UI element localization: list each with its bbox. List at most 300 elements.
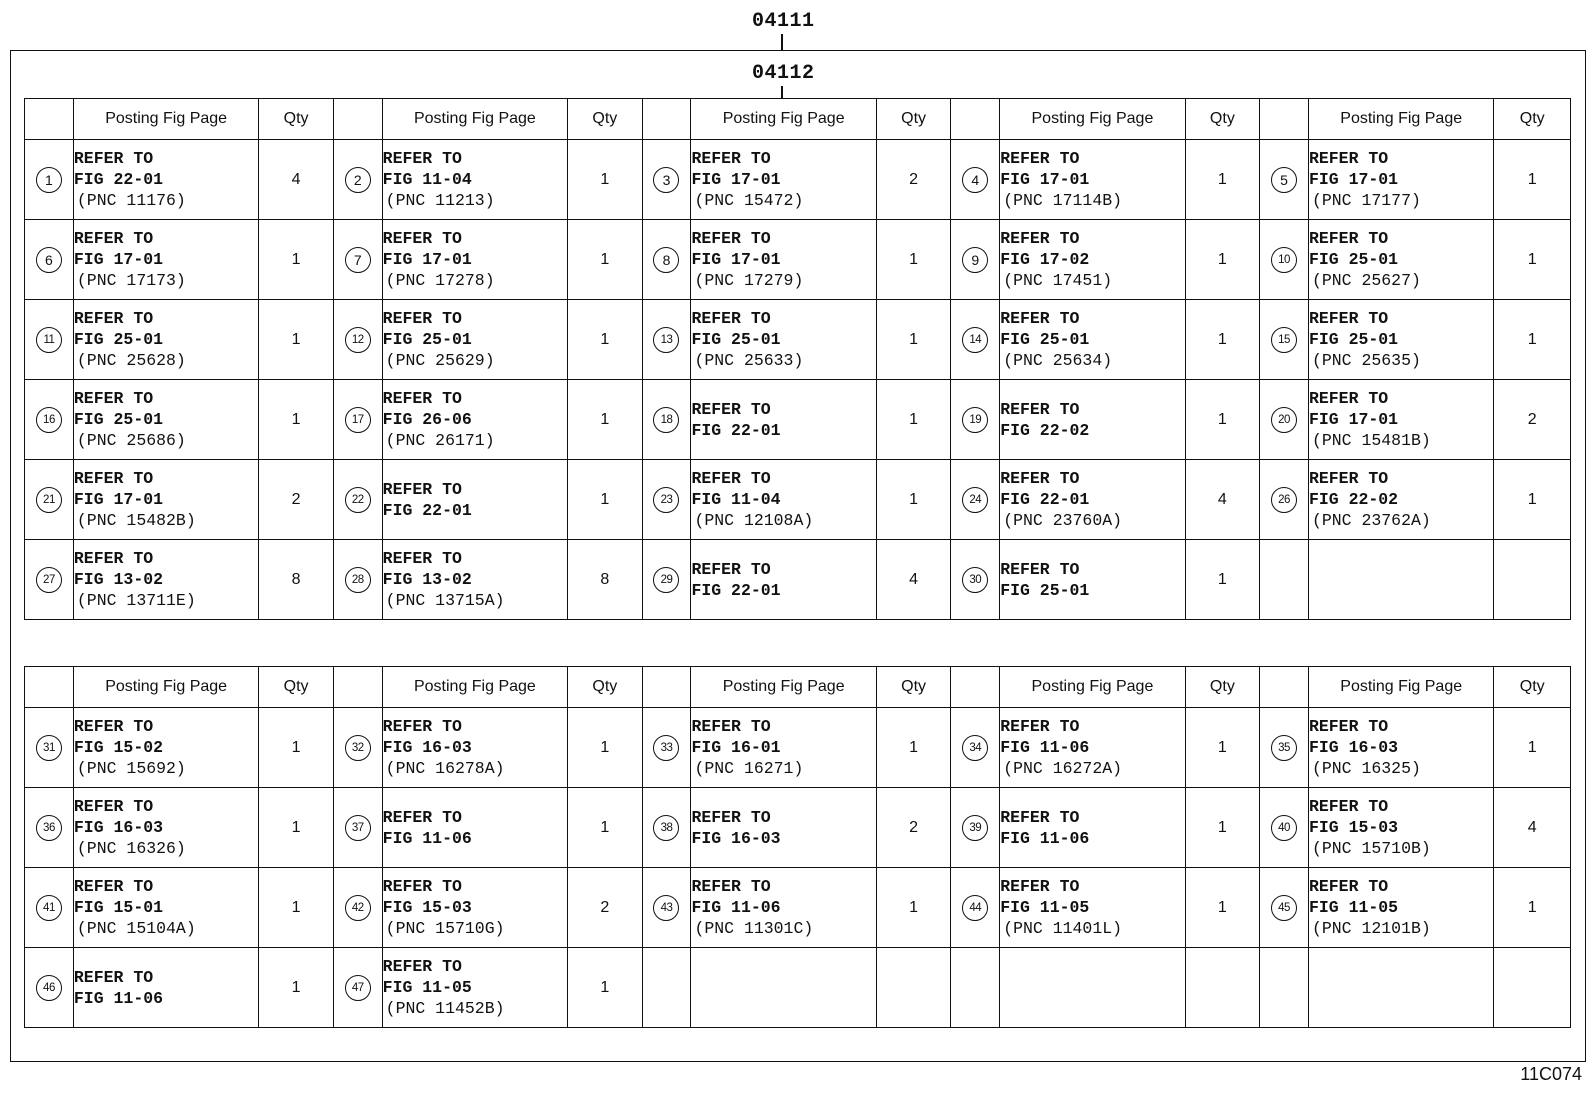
fig-reference: FIG 26-06	[382, 410, 472, 429]
qty-cell: 1	[1185, 868, 1259, 948]
item-number-cell	[333, 460, 382, 540]
header-no	[333, 667, 382, 708]
fig-reference: FIG 15-03	[1308, 818, 1399, 837]
circled-item-number: 44	[962, 895, 988, 921]
refer-to-text: REFER TO	[1000, 717, 1080, 736]
circled-item-number: 31	[36, 735, 62, 761]
circled-item-number: 46	[36, 975, 62, 1001]
qty-cell	[1494, 948, 1571, 1028]
qty-cell: 4	[1185, 460, 1259, 540]
pnc-number: (PNC 13715A)	[385, 591, 505, 610]
refer-to-text: REFER TO	[691, 399, 771, 419]
posting-fig-page-cell	[1000, 380, 1185, 460]
circled-item-number: 47	[345, 975, 371, 1001]
header-posting-fig-page: Posting Fig Page	[73, 99, 258, 140]
posting-fig-page-cell	[73, 868, 258, 948]
header-qty: Qty	[259, 99, 333, 140]
circled-item-number: 7	[345, 247, 371, 273]
fig-reference: FIG 11-05	[1308, 898, 1399, 917]
refer-to-text: REFER TO	[73, 469, 154, 488]
fig-reference: FIG 11-06	[691, 898, 781, 917]
fig-reference: FIG 25-01	[1308, 250, 1399, 269]
header-no	[25, 667, 74, 708]
circled-item-number: 19	[962, 407, 988, 433]
refer-to-text: REFER TO	[73, 229, 154, 248]
item-number-cell	[333, 948, 382, 1028]
item-number-cell	[951, 380, 1000, 460]
refer-to-text: REFER TO	[691, 807, 771, 827]
item-number-cell	[1260, 220, 1309, 300]
item-number-cell	[25, 708, 74, 788]
refer-to-text: REFER TO	[691, 229, 771, 248]
fig-reference: FIG 25-01	[1308, 330, 1399, 349]
item-number-cell	[951, 708, 1000, 788]
qty-cell: 1	[568, 140, 642, 220]
circled-item-number: 34	[962, 735, 988, 761]
posting-fig-page-cell	[1308, 708, 1493, 788]
item-number-cell	[25, 540, 74, 620]
qty-cell: 4	[876, 540, 950, 620]
header-no	[642, 667, 691, 708]
fig-reference: FIG 17-02	[1000, 250, 1090, 269]
fig-reference: FIG 25-01	[1000, 580, 1090, 600]
table-header-row	[25, 99, 1571, 140]
table-row	[25, 540, 1571, 620]
qty-cell: 1	[1494, 708, 1571, 788]
circled-item-number: 21	[36, 487, 62, 513]
refer-to-text: REFER TO	[382, 549, 462, 568]
header-posting-fig-page: Posting Fig Page	[1308, 667, 1493, 708]
refer-to-text: REFER TO	[382, 149, 462, 168]
header-posting-fig-page: Posting Fig Page	[382, 99, 567, 140]
qty-cell: 1	[1494, 300, 1571, 380]
circled-item-number: 30	[962, 567, 988, 593]
posting-fig-page-cell	[73, 948, 258, 1028]
fig-reference: FIG 17-01	[1000, 170, 1090, 189]
refer-to-text: REFER TO	[691, 717, 771, 736]
fig-reference: FIG 11-06	[73, 988, 164, 1008]
fig-reference: FIG 11-06	[1000, 828, 1090, 848]
qty-cell: 1	[1185, 788, 1259, 868]
item-number-cell	[25, 460, 74, 540]
fig-reference: FIG 25-01	[1000, 330, 1090, 349]
circled-item-number: 15	[1271, 327, 1297, 353]
posting-fig-page-cell	[73, 300, 258, 380]
item-number-cell	[951, 300, 1000, 380]
circled-item-number: 6	[36, 247, 62, 273]
refer-to-text: REFER TO	[73, 797, 154, 816]
refer-to-text: REFER TO	[382, 807, 462, 827]
pnc-number: (PNC 12108A)	[694, 511, 814, 530]
item-number-cell	[333, 220, 382, 300]
qty-cell: 1	[259, 708, 333, 788]
circled-item-number: 5	[1271, 167, 1297, 193]
header-qty: Qty	[568, 99, 642, 140]
circled-item-number: 20	[1271, 407, 1297, 433]
item-number-cell	[642, 220, 691, 300]
posting-fig-page-cell	[382, 788, 567, 868]
circled-item-number: 39	[962, 815, 988, 841]
header-posting-fig-page: Posting Fig Page	[691, 667, 876, 708]
refer-to-text: REFER TO	[1308, 469, 1389, 488]
refer-to-text: REFER TO	[382, 717, 462, 736]
qty-cell: 1	[876, 868, 950, 948]
fig-reference: FIG 13-02	[73, 570, 164, 589]
refer-to-text: REFER TO	[1000, 469, 1080, 488]
posting-fig-page-cell	[73, 460, 258, 540]
posting-fig-page-cell	[1308, 868, 1493, 948]
item-number-cell	[951, 788, 1000, 868]
fig-reference: FIG 16-03	[382, 738, 472, 757]
circled-item-number: 29	[653, 567, 679, 593]
pnc-number: (PNC 25635)	[1311, 351, 1421, 370]
qty-cell: 2	[259, 460, 333, 540]
item-number-cell	[642, 460, 691, 540]
fig-reference: FIG 22-01	[691, 580, 781, 600]
circled-item-number: 27	[36, 567, 62, 593]
fig-reference: FIG 11-06	[1000, 738, 1090, 757]
item-number-cell	[951, 460, 1000, 540]
refer-to-text: REFER TO	[382, 229, 462, 248]
qty-cell: 1	[568, 948, 642, 1028]
item-number-cell	[25, 140, 74, 220]
qty-cell: 1	[259, 788, 333, 868]
qty-cell: 8	[259, 540, 333, 620]
table-row	[25, 140, 1571, 220]
qty-cell: 1	[1494, 868, 1571, 948]
fig-reference: FIG 16-01	[691, 738, 781, 757]
posting-fig-page-cell	[1308, 788, 1493, 868]
pnc-number: (PNC 12101B)	[1311, 919, 1431, 938]
fig-reference: FIG 22-02	[1308, 490, 1399, 509]
posting-fig-page-cell	[73, 380, 258, 460]
fig-reference: FIG 16-03	[73, 818, 164, 837]
item-number-cell	[25, 788, 74, 868]
refer-to-text: REFER TO	[691, 149, 771, 168]
fig-reference: FIG 15-03	[382, 898, 472, 917]
pnc-number: (PNC 11301C)	[694, 919, 814, 938]
circled-item-number: 28	[345, 567, 371, 593]
fig-reference: FIG 11-06	[382, 828, 472, 848]
item-number-cell	[951, 140, 1000, 220]
assembly-code-04112: 04112	[752, 62, 815, 85]
posting-fig-page-cell	[691, 140, 876, 220]
item-number-cell	[642, 788, 691, 868]
circled-item-number: 26	[1271, 487, 1297, 513]
fig-reference: FIG 11-04	[691, 490, 781, 509]
pnc-number: (PNC 25633)	[694, 351, 804, 370]
item-number-cell	[25, 380, 74, 460]
circled-item-number: 23	[653, 487, 679, 513]
refer-to-text: REFER TO	[382, 389, 462, 408]
header-qty: Qty	[1494, 99, 1571, 140]
qty-cell: 1	[876, 708, 950, 788]
qty-cell: 1	[1494, 140, 1571, 220]
posting-fig-page-cell	[73, 708, 258, 788]
circled-item-number: 17	[345, 407, 371, 433]
qty-cell: 1	[568, 300, 642, 380]
item-number-cell	[642, 948, 691, 1028]
circled-item-number: 36	[36, 815, 62, 841]
pnc-number: (PNC 11452B)	[385, 999, 505, 1018]
item-number-cell	[333, 868, 382, 948]
fig-reference: FIG 17-01	[691, 170, 781, 189]
table-row	[25, 948, 1571, 1028]
posting-fig-page-cell	[1000, 868, 1185, 948]
qty-cell: 1	[259, 948, 333, 1028]
pnc-number: (PNC 16278A)	[385, 759, 505, 778]
qty-cell: 2	[568, 868, 642, 948]
fig-reference: FIG 13-02	[382, 570, 472, 589]
item-number-cell	[951, 868, 1000, 948]
refer-to-text: REFER TO	[73, 967, 154, 987]
item-number-cell	[642, 868, 691, 948]
posting-fig-page-cell	[691, 380, 876, 460]
circled-item-number: 10	[1271, 247, 1297, 273]
table-row	[25, 220, 1571, 300]
table-row	[25, 460, 1571, 540]
header-posting-fig-page: Posting Fig Page	[1000, 99, 1185, 140]
posting-fig-page-cell	[382, 868, 567, 948]
circled-item-number: 12	[345, 327, 371, 353]
item-number-cell	[333, 300, 382, 380]
header-no	[642, 99, 691, 140]
qty-cell: 1	[1185, 708, 1259, 788]
qty-cell: 1	[876, 220, 950, 300]
refer-to-text: REFER TO	[1000, 149, 1080, 168]
fig-reference: FIG 22-01	[73, 170, 164, 189]
item-number-cell	[642, 540, 691, 620]
posting-fig-page-cell	[691, 708, 876, 788]
circled-item-number: 42	[345, 895, 371, 921]
posting-fig-page-cell	[691, 948, 876, 1028]
qty-cell: 2	[1494, 380, 1571, 460]
qty-cell: 1	[1494, 460, 1571, 540]
item-number-cell	[642, 140, 691, 220]
refer-to-text: REFER TO	[1308, 149, 1389, 168]
refer-to-text: REFER TO	[1000, 399, 1080, 419]
qty-cell: 1	[259, 300, 333, 380]
posting-fig-page-cell	[1308, 140, 1493, 220]
item-number-cell	[25, 868, 74, 948]
table-row	[25, 300, 1571, 380]
header-posting-fig-page: Posting Fig Page	[691, 99, 876, 140]
item-number-cell	[25, 948, 74, 1028]
fig-reference: FIG 17-01	[691, 250, 781, 269]
fig-reference: FIG 11-05	[382, 978, 472, 997]
qty-cell: 1	[259, 868, 333, 948]
posting-fig-page-cell	[73, 220, 258, 300]
pnc-number: (PNC 16271)	[694, 759, 804, 778]
refer-to-text: REFER TO	[73, 717, 154, 736]
parts-reference-table-2	[24, 666, 1571, 1028]
circled-item-number: 14	[962, 327, 988, 353]
header-qty: Qty	[259, 667, 333, 708]
posting-fig-page-cell	[73, 788, 258, 868]
circled-item-number: 22	[345, 487, 371, 513]
circled-item-number: 24	[962, 487, 988, 513]
posting-fig-page-cell	[1000, 460, 1185, 540]
pnc-number: (PNC 11213)	[385, 191, 495, 210]
pnc-number: (PNC 25628)	[76, 351, 186, 370]
qty-cell: 1	[259, 380, 333, 460]
fig-reference: FIG 22-02	[1000, 420, 1090, 440]
qty-cell	[1494, 540, 1571, 620]
refer-to-text: REFER TO	[1000, 559, 1080, 579]
header-posting-fig-page: Posting Fig Page	[1000, 667, 1185, 708]
table-row	[25, 708, 1571, 788]
posting-fig-page-cell	[382, 220, 567, 300]
qty-cell: 2	[876, 788, 950, 868]
fig-reference: FIG 16-03	[691, 828, 781, 848]
drawing-code: 11C074	[1520, 1064, 1582, 1084]
header-no	[1260, 667, 1309, 708]
circled-item-number: 37	[345, 815, 371, 841]
circled-item-number: 3	[653, 167, 679, 193]
item-number-cell	[951, 220, 1000, 300]
qty-cell: 2	[876, 140, 950, 220]
pnc-number: (PNC 17279)	[694, 271, 804, 290]
qty-cell: 1	[876, 380, 950, 460]
pnc-number: (PNC 15710G)	[385, 919, 505, 938]
circled-item-number: 35	[1271, 735, 1297, 761]
pnc-number: (PNC 15692)	[76, 759, 186, 778]
refer-to-text: REFER TO	[382, 957, 462, 976]
pnc-number: (PNC 17177)	[1311, 191, 1421, 210]
item-number-cell	[1260, 140, 1309, 220]
pnc-number: (PNC 23762A)	[1311, 511, 1431, 530]
qty-cell: 1	[1185, 300, 1259, 380]
item-number-cell	[333, 788, 382, 868]
refer-to-text: REFER TO	[1000, 877, 1080, 896]
posting-fig-page-cell	[691, 788, 876, 868]
fig-reference: FIG 15-01	[73, 898, 164, 917]
circled-item-number: 43	[653, 895, 679, 921]
posting-fig-page-cell	[1000, 708, 1185, 788]
posting-fig-page-cell	[382, 300, 567, 380]
header-no	[25, 99, 74, 140]
circled-item-number: 40	[1271, 815, 1297, 841]
header-no	[951, 99, 1000, 140]
item-number-cell	[1260, 788, 1309, 868]
circled-item-number: 13	[653, 327, 679, 353]
header-no	[1260, 99, 1309, 140]
posting-fig-page-cell	[691, 460, 876, 540]
refer-to-text: REFER TO	[73, 877, 154, 896]
posting-fig-page-cell	[382, 540, 567, 620]
pnc-number: (PNC 25634)	[1003, 351, 1113, 370]
item-number-cell	[1260, 380, 1309, 460]
refer-to-text: REFER TO	[1000, 229, 1080, 248]
pnc-number: (PNC 15472)	[694, 191, 804, 210]
pnc-number: (PNC 17114B)	[1003, 191, 1123, 210]
circled-item-number: 4	[962, 167, 988, 193]
qty-cell: 4	[1494, 788, 1571, 868]
table-row	[25, 868, 1571, 948]
pnc-number: (PNC 17278)	[385, 271, 495, 290]
item-number-cell	[642, 380, 691, 460]
fig-reference: FIG 25-01	[382, 330, 472, 349]
posting-fig-page-cell	[73, 540, 258, 620]
qty-cell: 1	[1185, 540, 1259, 620]
item-number-cell	[333, 708, 382, 788]
circled-item-number: 41	[36, 895, 62, 921]
refer-to-text: REFER TO	[691, 877, 771, 896]
refer-to-text: REFER TO	[382, 309, 462, 328]
header-qty: Qty	[876, 667, 950, 708]
posting-fig-page-cell	[382, 460, 567, 540]
fig-reference: FIG 25-01	[691, 330, 781, 349]
refer-to-text: REFER TO	[1000, 807, 1080, 827]
posting-fig-page-cell	[691, 300, 876, 380]
posting-fig-page-cell	[691, 220, 876, 300]
pnc-number: (PNC 17173)	[76, 271, 186, 290]
table-row	[25, 380, 1571, 460]
pnc-number: (PNC 25686)	[76, 431, 186, 450]
refer-to-text: REFER TO	[1308, 717, 1389, 736]
posting-fig-page-cell	[1000, 220, 1185, 300]
posting-fig-page-cell	[1308, 380, 1493, 460]
qty-cell: 1	[1185, 140, 1259, 220]
header-posting-fig-page: Posting Fig Page	[73, 667, 258, 708]
refer-to-text: REFER TO	[691, 309, 771, 328]
item-number-cell	[25, 220, 74, 300]
pnc-number: (PNC 25629)	[385, 351, 495, 370]
circled-item-number: 18	[653, 407, 679, 433]
item-number-cell	[1260, 708, 1309, 788]
leader-line-04111	[781, 34, 783, 50]
fig-reference: FIG 17-01	[382, 250, 472, 269]
header-qty: Qty	[568, 667, 642, 708]
item-number-cell	[333, 540, 382, 620]
posting-fig-page-cell	[691, 540, 876, 620]
item-number-cell	[1260, 948, 1309, 1028]
fig-reference: FIG 16-03	[1308, 738, 1399, 757]
header-posting-fig-page: Posting Fig Page	[1308, 99, 1493, 140]
circled-item-number: 11	[36, 327, 62, 353]
qty-cell: 1	[568, 788, 642, 868]
parts-reference-table-1	[24, 98, 1571, 620]
posting-fig-page-cell	[1308, 540, 1493, 620]
pnc-number: (PNC 11176)	[76, 191, 186, 210]
item-number-cell	[25, 300, 74, 380]
refer-to-text: REFER TO	[691, 559, 771, 579]
circled-item-number: 2	[345, 167, 371, 193]
posting-fig-page-cell	[1308, 300, 1493, 380]
circled-item-number: 16	[36, 407, 62, 433]
qty-cell: 1	[568, 380, 642, 460]
refer-to-text: REFER TO	[73, 309, 154, 328]
posting-fig-page-cell	[691, 868, 876, 948]
pnc-number: (PNC 13711E)	[76, 591, 196, 610]
circled-item-number: 9	[962, 247, 988, 273]
fig-reference: FIG 15-02	[73, 738, 164, 757]
table-row	[25, 788, 1571, 868]
pnc-number: (PNC 16325)	[1311, 759, 1421, 778]
refer-to-text: REFER TO	[73, 149, 154, 168]
qty-cell: 1	[259, 220, 333, 300]
posting-fig-page-cell	[1308, 220, 1493, 300]
circled-item-number: 32	[345, 735, 371, 761]
item-number-cell	[642, 300, 691, 380]
pnc-number: (PNC 16326)	[76, 839, 186, 858]
posting-fig-page-cell	[382, 140, 567, 220]
fig-reference: FIG 25-01	[73, 410, 164, 429]
qty-cell	[1185, 948, 1259, 1028]
posting-fig-page-cell	[73, 140, 258, 220]
fig-reference: FIG 17-01	[73, 490, 164, 509]
posting-fig-page-cell	[1308, 460, 1493, 540]
